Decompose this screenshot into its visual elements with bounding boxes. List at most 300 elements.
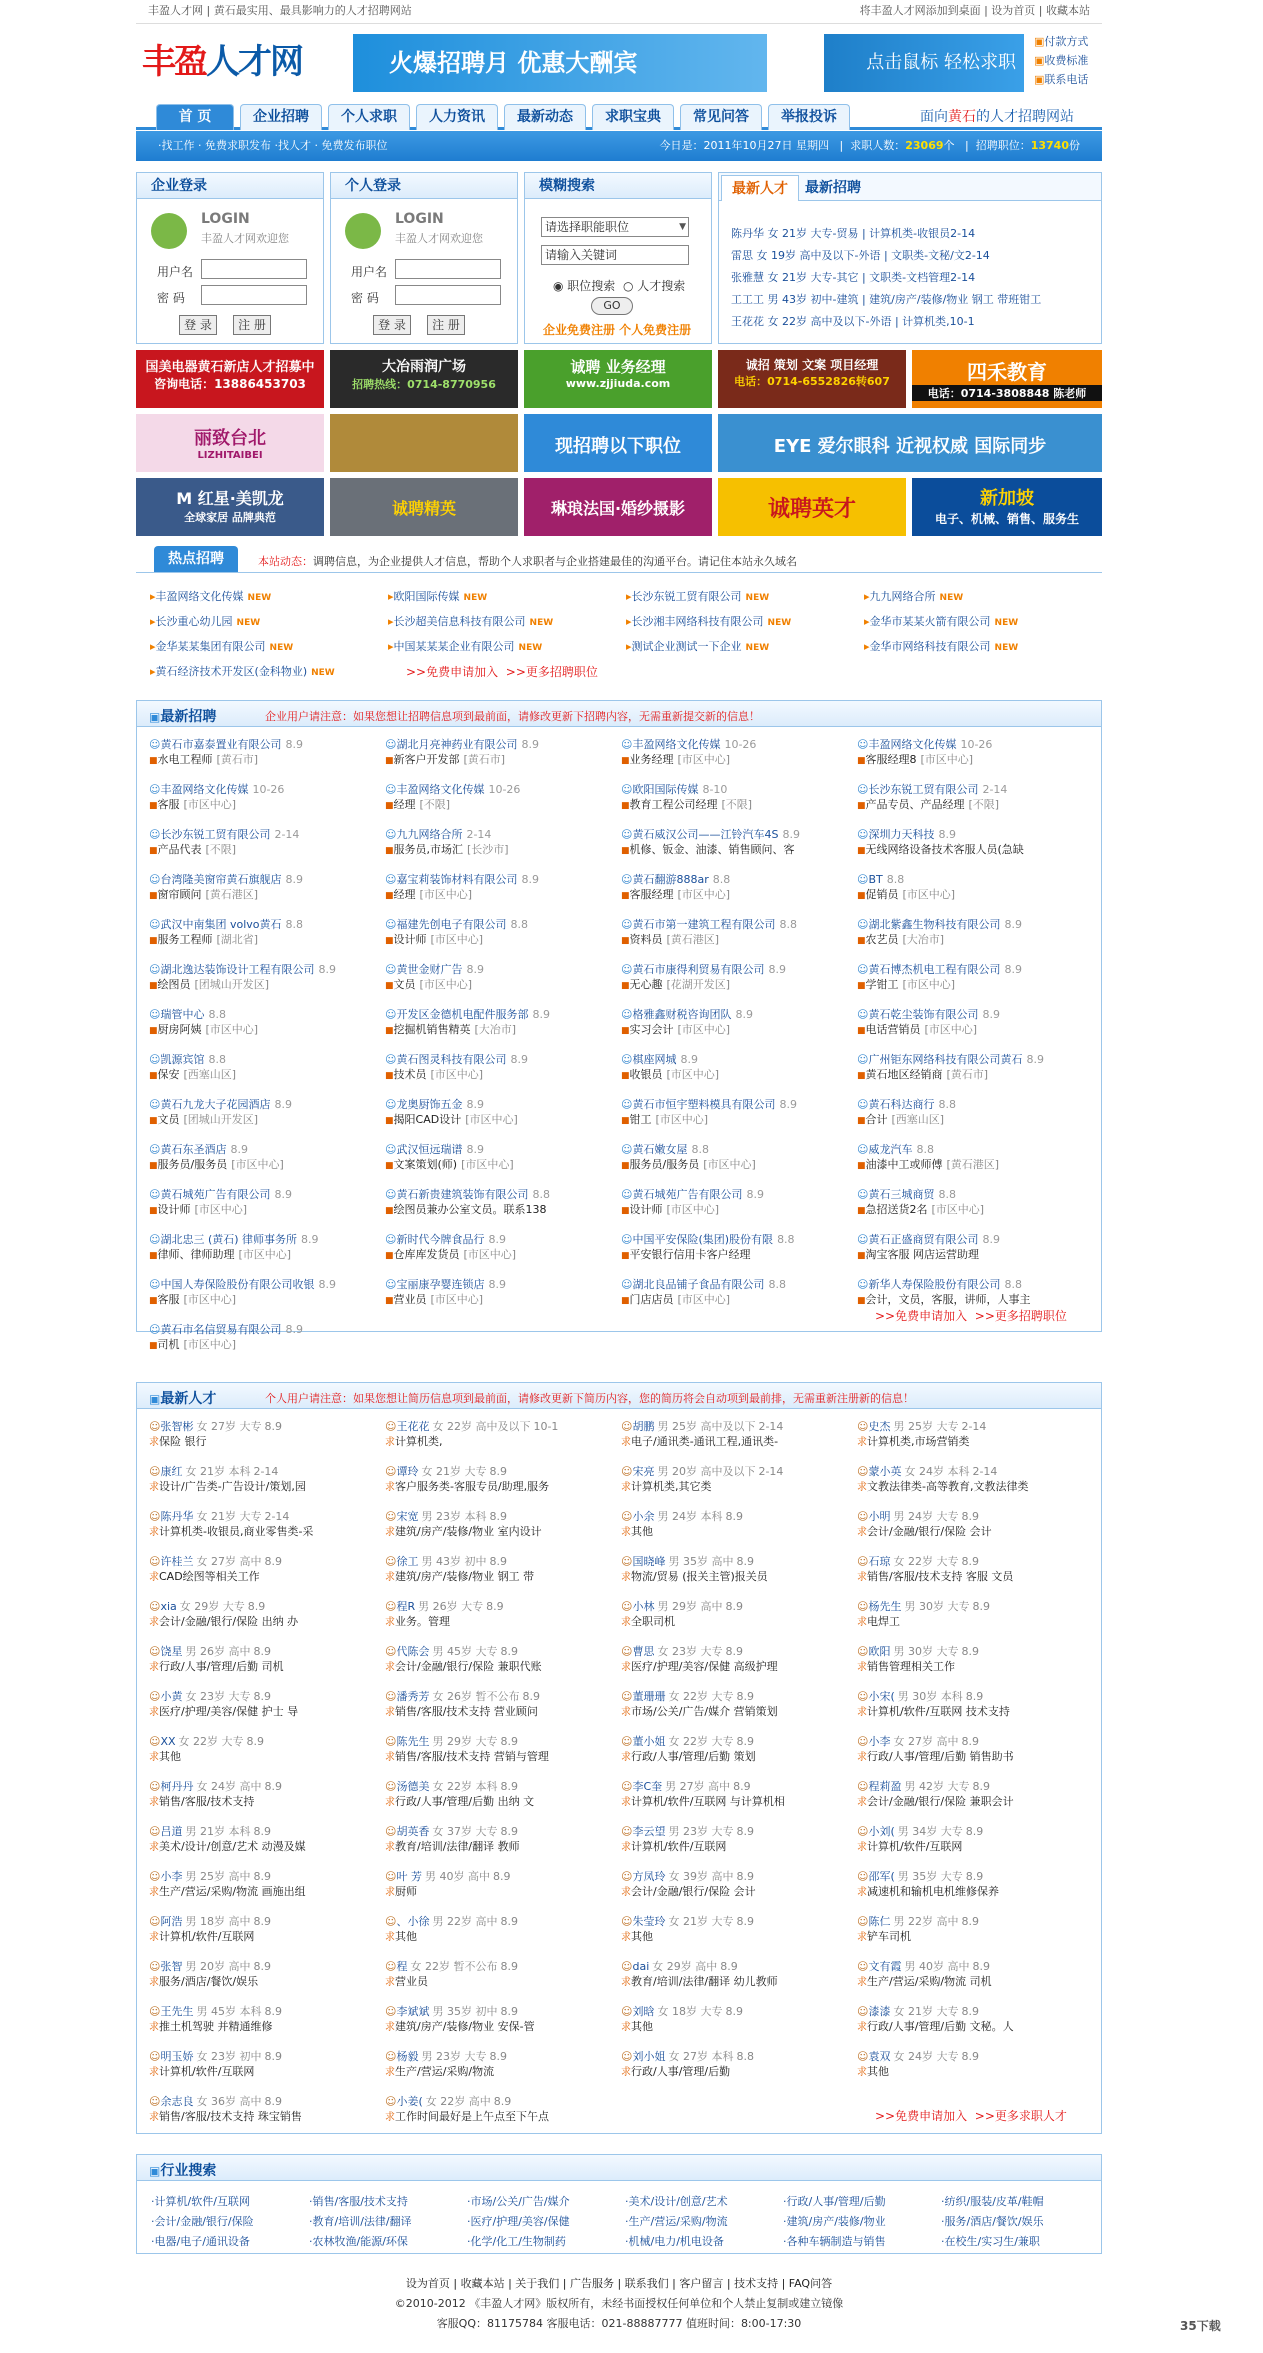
ad-banner[interactable]: 新加坡 电子、机械、销售、服务生 xyxy=(912,478,1102,536)
payment-link[interactable]: ▣ 付款方式 xyxy=(1034,32,1088,51)
talent-name-link[interactable]: ☺ 陈仁 xyxy=(857,1915,890,1928)
free-register-links[interactable]: 企业免费注册 个人免费注册 xyxy=(543,323,692,337)
job-title-link[interactable]: ■ 绘图员 xyxy=(149,978,191,991)
talent-entry[interactable] xyxy=(621,1599,743,1630)
talent-entry[interactable] xyxy=(385,1824,520,1855)
job-entry[interactable] xyxy=(385,1007,550,1039)
job-entry[interactable] xyxy=(385,872,539,904)
job-title-link[interactable]: ■ 无线网络设备技术客服人员(急缺 xyxy=(857,843,1024,856)
company-link[interactable]: ☺ 黄世金财广告 xyxy=(385,963,462,976)
company-link[interactable]: ☺ 丰盈网络文化传媒 xyxy=(621,738,720,751)
tab-job-seeking[interactable]: 个人求职 xyxy=(328,104,410,130)
hot-job-item[interactable]: ▸ 长沙东锐工贸有限公司 NEW xyxy=(626,588,769,604)
talent-entry[interactable] xyxy=(385,1509,542,1540)
company-link[interactable]: ☺ 黄石市第一建筑工程有限公司 xyxy=(621,918,775,931)
talent-entry[interactable] xyxy=(621,1644,778,1675)
hot-job-item[interactable]: ▸ 丰盈网络文化传媒 NEW xyxy=(150,588,271,604)
hot-job-item[interactable]: ▸ 长沙超美信息科技有限公司 NEW xyxy=(388,613,553,629)
ad-banner[interactable]: 诚聘 业务经理 www.zjjiuda.com xyxy=(524,350,712,408)
job-category-select[interactable]: 请选择职能职位 ▼ xyxy=(541,217,689,237)
talent-entry[interactable] xyxy=(149,1554,282,1585)
tab-latest-news[interactable]: 最新动态 xyxy=(504,104,586,130)
list-item[interactable]: 张雅慧 女 21岁 大专-其它 | 文职类-文档管理2-14 xyxy=(731,271,976,284)
talent-name-link[interactable]: ☺ 代陈会 xyxy=(385,1645,429,1658)
talent-name-link[interactable]: ☺ 康红 xyxy=(149,1465,182,1478)
industry-link[interactable]: · 市场/公关/广告/媒介 xyxy=(467,2193,570,2209)
talent-entry[interactable] xyxy=(385,1959,518,1990)
company-link[interactable]: ☺ 新华人寿保险股份有限公司 xyxy=(857,1278,1000,1291)
talent-entry[interactable] xyxy=(385,1464,549,1495)
company-link[interactable]: ☺ 台湾隆美窗帘黄石旗舰店 xyxy=(149,873,281,886)
job-entry[interactable] xyxy=(621,1097,797,1129)
talent-entry[interactable] xyxy=(857,1689,1010,1720)
talent-name-link[interactable]: ☺ 陈先生 xyxy=(385,1735,429,1748)
job-title-link[interactable]: ■ 无心趣 xyxy=(621,978,663,991)
talent-name-link[interactable]: ☺ 明玉娇 xyxy=(149,2050,193,2063)
job-title-link[interactable]: ■ 律师、律师助理 xyxy=(149,1248,235,1261)
talent-name-link[interactable]: ☺ 小刘( xyxy=(857,1825,895,1838)
talent-name-link[interactable]: ☺ 欧阳 xyxy=(857,1645,890,1658)
hot-job-item[interactable]: ▸ 欧阳国际传媒 NEW xyxy=(388,588,487,604)
talent-name-link[interactable]: ☺ 李C奎 xyxy=(621,1780,662,1793)
job-entry[interactable] xyxy=(149,827,299,859)
job-title-link[interactable]: ■ 淘宝客服 网店运营助理 xyxy=(857,1248,979,1261)
talent-name-link[interactable]: ☺ 小林 xyxy=(621,1600,654,1613)
talent-entry[interactable] xyxy=(621,2004,743,2035)
talent-entry[interactable] xyxy=(149,1959,271,1990)
job-title-link[interactable]: ■ 挖掘机销售精英 xyxy=(385,1023,471,1036)
job-entry[interactable] xyxy=(857,917,1022,949)
job-entry[interactable] xyxy=(857,782,1007,814)
company-link[interactable]: ☺ 黄石翻游888ar xyxy=(621,873,709,886)
job-entry[interactable] xyxy=(385,1052,528,1084)
company-link[interactable]: ☺ 棋座网城 xyxy=(621,1053,676,1066)
job-title-link[interactable]: ■ 文员 xyxy=(149,1113,180,1126)
job-entry[interactable] xyxy=(857,1097,956,1129)
talent-entry[interactable] xyxy=(857,1824,983,1855)
company-link[interactable]: ☺ 开发区金德机电配件服务部 xyxy=(385,1008,528,1021)
job-title-link[interactable]: ■ 设计师 xyxy=(385,933,427,946)
promo-banner[interactable]: 火爆招聘月 优惠大酬宾 xyxy=(353,34,767,92)
talent-entry[interactable] xyxy=(621,1419,783,1450)
job-title-link[interactable]: ■ 设计师 xyxy=(621,1203,663,1216)
hot-job-item[interactable]: ▸ 金华市某某火箭有限公司 NEW xyxy=(864,613,1018,629)
personal-username-input[interactable] xyxy=(395,259,501,279)
talent-name-link[interactable]: ☺ 董小姐 xyxy=(621,1735,665,1748)
top-links[interactable]: 将丰盈人才网添加到桌面 | 设为首页 | 收藏本站 xyxy=(859,4,1090,17)
job-title-link[interactable]: ■ 油漆中工或师傅 xyxy=(857,1158,943,1171)
ad-banner[interactable]: 大冶雨润广场 招聘热线：0714-8770956 xyxy=(330,350,518,408)
pricing-link[interactable]: ▣ 收费标准 xyxy=(1034,51,1088,70)
ad-banner[interactable]: 琳琅法国·婚纱摄影 xyxy=(524,478,712,536)
talent-entry[interactable] xyxy=(385,1869,510,1900)
job-entry[interactable] xyxy=(149,1322,303,1354)
talent-entry[interactable] xyxy=(149,1644,284,1675)
job-entry[interactable] xyxy=(385,782,520,814)
hot-job-item[interactable]: ▸ 长沙重心幼儿园 NEW xyxy=(150,613,260,629)
talent-entry[interactable] xyxy=(857,1959,992,1990)
talent-entry[interactable] xyxy=(149,2004,282,2035)
talent-name-link[interactable]: ☺ 小姜( xyxy=(385,2095,423,2108)
company-link[interactable]: ☺ 黄石市康得利贸易有限公司 xyxy=(621,963,764,976)
job-title-link[interactable]: ■ 促销员 xyxy=(857,888,899,901)
hot-job-item[interactable]: ▸ 黄石经济技术开发区(金科物业) NEW xyxy=(150,663,335,679)
talent-entry[interactable] xyxy=(385,2094,549,2125)
job-title-link[interactable]: ■ 经理 xyxy=(385,798,416,811)
company-link[interactable]: ☺ 湖北逸达装饰设计工程有限公司 xyxy=(149,963,314,976)
company-link[interactable]: ☺ 福建先创电子有限公司 xyxy=(385,918,506,931)
job-title-link[interactable]: ■ 电话营销员 xyxy=(857,1023,921,1036)
job-title-link[interactable]: ■ 窗帘顾问 xyxy=(149,888,202,901)
list-item[interactable]: 王花花 女 22岁 高中及以下-外语 | 计算机类,10-1 xyxy=(731,315,975,328)
job-entry[interactable] xyxy=(857,1232,1000,1264)
job-title-link[interactable]: ■ 服务员/服务员 xyxy=(149,1158,227,1171)
employer-username-input[interactable] xyxy=(201,259,307,279)
talent-entry[interactable] xyxy=(621,1464,783,1495)
company-link[interactable]: ☺ 凯源宾馆 xyxy=(149,1053,204,1066)
job-entry[interactable] xyxy=(149,1052,236,1084)
industry-link[interactable]: · 行政/人事/管理/后勤 xyxy=(783,2193,886,2209)
talent-entry[interactable] xyxy=(385,2004,535,2035)
hot-more-links[interactable]: >>免费申请加入 >>更多招聘职位 xyxy=(406,665,598,679)
hot-job-item[interactable]: ▸ 中国某某某企业有限公司 NEW xyxy=(388,638,542,654)
company-link[interactable]: ☺ 丰盈网络文化传媒 xyxy=(149,783,248,796)
talent-name-link[interactable]: ☺ 陈丹华 xyxy=(149,1510,193,1523)
job-entry[interactable] xyxy=(149,782,284,814)
quick-links[interactable]: ·找工作 · 免费求职发布 ·找人才 · 免费发布职位 xyxy=(158,139,388,152)
ad-banner[interactable]: 诚聘英才 xyxy=(718,478,906,536)
go-button[interactable]: GO xyxy=(591,297,633,315)
job-entry[interactable] xyxy=(385,737,539,769)
talent-entry[interactable] xyxy=(857,2004,1014,2035)
talent-entry[interactable] xyxy=(621,1689,778,1720)
company-link[interactable]: ☺ 深圳力天科技 xyxy=(857,828,934,841)
talent-name-link[interactable]: ☺ 、小徐 xyxy=(385,1915,429,1928)
job-entry[interactable] xyxy=(621,1277,786,1309)
job-entry[interactable] xyxy=(621,1007,753,1039)
job-entry[interactable] xyxy=(149,1187,292,1219)
talent-entry[interactable] xyxy=(857,1869,999,1900)
talent-entry[interactable] xyxy=(385,1554,534,1585)
talent-entry[interactable] xyxy=(149,1914,271,1945)
hot-job-item[interactable]: ▸ 长沙湘丰网络科技有限公司 NEW xyxy=(626,613,791,629)
talent-name-link[interactable]: ☺ 小李 xyxy=(857,1735,890,1748)
hot-job-item[interactable]: ▸ 金华市网络科技有限公司 NEW xyxy=(864,638,1018,654)
job-entry[interactable] xyxy=(149,1142,284,1174)
company-link[interactable]: ☺ 黄石市恒宇塑料模具有限公司 xyxy=(621,1098,775,1111)
talent-name-link[interactable]: ☺ 程 xyxy=(385,1960,407,1973)
company-link[interactable]: ☺ BT xyxy=(857,873,883,886)
job-title-link[interactable]: ■ 文员 xyxy=(385,978,416,991)
talent-entry[interactable] xyxy=(385,1914,518,1945)
tab-latest-jobs[interactable]: 最新招聘 xyxy=(805,180,861,196)
job-title-link[interactable]: ■ 客服 xyxy=(149,1293,180,1306)
talent-name-link[interactable]: ☺ 刘晗 xyxy=(621,2005,654,2018)
talent-name-link[interactable]: ☺ 饶星 xyxy=(149,1645,182,1658)
talent-name-link[interactable]: ☺ 汤德美 xyxy=(385,1780,429,1793)
site-logo[interactable]: 丰盈人才网 xyxy=(142,42,302,82)
talent-entry[interactable] xyxy=(621,1869,756,1900)
talent-name-link[interactable]: ☺ 叶 芳 xyxy=(385,1870,422,1883)
tab-home[interactable]: 首 页 xyxy=(156,104,234,130)
talent-name-link[interactable]: ☺ 张智 xyxy=(149,1960,182,1973)
job-entry[interactable] xyxy=(857,1187,984,1219)
tab-faq[interactable]: 常见问答 xyxy=(680,104,762,130)
talent-name-link[interactable]: ☺ 谭玲 xyxy=(385,1465,418,1478)
talent-entry[interactable] xyxy=(149,1824,306,1855)
talent-entry[interactable] xyxy=(857,2049,979,2080)
company-link[interactable]: ☺ 新时代今牌食品行 xyxy=(385,1233,484,1246)
tab-employer-jobs[interactable]: 企业招聘 xyxy=(240,104,322,130)
tab-job-guide[interactable]: 求职宝典 xyxy=(592,104,674,130)
job-title-link[interactable]: ■ 司机 xyxy=(149,1338,180,1351)
company-link[interactable]: ☺ 黄石威汉公司——江铃汽车4S xyxy=(621,828,778,841)
ad-banner[interactable]: M 红星·美凯龙 全球家居 品牌典范 xyxy=(136,478,324,536)
talent-entry[interactable] xyxy=(385,1689,540,1720)
industry-link[interactable]: · 纺织/服装/皮革/鞋帽 xyxy=(941,2193,1044,2209)
job-title-link[interactable]: ■ 绘图员兼办公室文员。联系138 xyxy=(385,1203,547,1216)
talent-entry[interactable] xyxy=(385,1599,504,1630)
talent-name-link[interactable]: ☺ 程R xyxy=(385,1600,415,1613)
company-link[interactable]: ☺ 黄石乾尘装饰有限公司 xyxy=(857,1008,978,1021)
hot-job-item[interactable]: ▸ 金华某某集团有限公司 NEW xyxy=(150,638,293,654)
job-entry[interactable] xyxy=(149,962,336,994)
talent-name-link[interactable]: ☺ 方凤玲 xyxy=(621,1870,665,1883)
talent-name-link[interactable]: ☺ 程莉盈 xyxy=(857,1780,901,1793)
company-link[interactable]: ☺ 长沙东锐工贸有限公司 xyxy=(857,783,978,796)
talent-entry[interactable] xyxy=(385,1779,534,1810)
search-type-radios[interactable]: ◉ 职位搜索 ○ 人才搜索 xyxy=(553,279,686,293)
company-link[interactable]: ☺ 湖北良品铺子食品有限公司 xyxy=(621,1278,764,1291)
job-title-link[interactable]: ■ 厨房阿姨 xyxy=(149,1023,202,1036)
job-entry[interactable] xyxy=(857,827,1028,859)
employer-login-button[interactable]: 登 录 xyxy=(179,315,217,335)
job-title-link[interactable]: ■ 揭阳CAD设计 xyxy=(385,1113,461,1126)
job-title-link[interactable]: ■ 实习会计 xyxy=(621,1023,674,1036)
company-link[interactable]: ☺ 长沙东锐工贸有限公司 xyxy=(149,828,270,841)
job-entry[interactable] xyxy=(857,1007,1000,1039)
hot-job-item[interactable]: ▸ 九九网络合所 NEW xyxy=(864,588,963,604)
company-link[interactable]: ☺ 黄石市嘉泰置业有限公司 xyxy=(149,738,281,751)
industry-link[interactable]: · 销售/客服/技术支持 xyxy=(309,2193,408,2209)
ad-banner[interactable]: 诚招 策划 文案 项目经理 电话：0714-6552826转607 xyxy=(718,350,906,408)
talent-name-link[interactable]: ☺ 小黄 xyxy=(149,1690,182,1703)
job-title-link[interactable]: ■ 保安 xyxy=(149,1068,180,1081)
talent-entry[interactable] xyxy=(621,1509,743,1540)
job-entry[interactable] xyxy=(621,827,800,859)
job-entry[interactable] xyxy=(149,737,303,769)
company-link[interactable]: ☺ 黄石市名信贸易有限公司 xyxy=(149,1323,281,1336)
industry-link[interactable]: · 在校生/实习生/兼职 xyxy=(941,2233,1040,2249)
job-entry[interactable] xyxy=(385,917,528,949)
job-entry[interactable] xyxy=(857,872,955,904)
company-link[interactable]: ☺ 黄石东圣酒店 xyxy=(149,1143,226,1156)
company-link[interactable]: ☺ 中国平安保险(集团)股份有限 xyxy=(621,1233,773,1246)
talent-name-link[interactable]: ☺ 小明 xyxy=(857,1510,890,1523)
talent-entry[interactable] xyxy=(149,1464,306,1495)
talent-entry[interactable] xyxy=(385,1734,549,1765)
company-link[interactable]: ☺ 宝丽康孕婴连锁店 xyxy=(385,1278,484,1291)
talent-name-link[interactable]: ☺ 刘小姐 xyxy=(621,2050,665,2063)
job-title-link[interactable]: ■ 急招送货2名 xyxy=(857,1203,928,1216)
list-item[interactable]: 陈丹华 女 21岁 大专-贸易 | 计算机类-收银员2-14 xyxy=(731,227,976,240)
employer-password-input[interactable] xyxy=(201,285,307,305)
company-link[interactable]: ☺ 黄石三城商贸 xyxy=(857,1188,934,1201)
footer-links[interactable]: 设为首页 | 收藏本站 | 关于我们 | 广告服务 | 联系我们 | 客户留言 | 技术支持 | FAQ问答 xyxy=(405,2277,833,2290)
company-link[interactable]: ☺ 湖北忠三 (黄石) 律师事务所 xyxy=(149,1233,297,1246)
job-entry[interactable] xyxy=(385,1097,518,1129)
job-entry[interactable] xyxy=(621,782,752,814)
industry-link[interactable]: · 建筑/房产/装修/物业 xyxy=(783,2213,886,2229)
company-link[interactable]: ☺ 黄石嫩女屋 xyxy=(621,1143,687,1156)
talent-name-link[interactable]: ☺ 吕道 xyxy=(149,1825,182,1838)
talent-entry[interactable] xyxy=(857,1914,979,1945)
job-entry[interactable] xyxy=(385,1142,514,1174)
job-title-link[interactable]: ■ 产品专员、产品经理 xyxy=(857,798,965,811)
company-link[interactable]: ☺ 威龙汽车 xyxy=(857,1143,912,1156)
job-title-link[interactable]: ■ 平安银行信用卡客户经理 xyxy=(621,1248,751,1261)
job-title-link[interactable]: ■ 营业员 xyxy=(385,1293,427,1306)
talent-entry[interactable] xyxy=(149,1419,282,1450)
talent-entry[interactable] xyxy=(857,1464,1028,1495)
talent-name-link[interactable]: ☺ 柯丹丹 xyxy=(149,1780,193,1793)
industry-link[interactable]: · 各种车辆制造与销售 xyxy=(783,2233,886,2249)
company-link[interactable]: ☺ 黄石城苑广告有限公司 xyxy=(621,1188,742,1201)
job-title-link[interactable]: ■ 业务经理 xyxy=(621,753,674,766)
tab-report[interactable]: 举报投诉 xyxy=(768,104,850,130)
company-link[interactable]: ☺ 武汉恒远瑞谱 xyxy=(385,1143,462,1156)
talent-name-link[interactable]: ☺ 朱莹玲 xyxy=(621,1915,665,1928)
job-title-link[interactable]: ■ 门店店员 xyxy=(621,1293,674,1306)
job-title-link[interactable]: ■ 产品代表 xyxy=(149,843,202,856)
talent-name-link[interactable]: ☺ 杨先生 xyxy=(857,1600,901,1613)
company-link[interactable]: ☺ 武汉中南集团 volvo黄石 xyxy=(149,918,282,931)
job-title-link[interactable]: ■ 技术员 xyxy=(385,1068,427,1081)
hot-job-item[interactable]: ▸ 测试企业测试一下企业 NEW xyxy=(626,638,769,654)
job-entry[interactable] xyxy=(149,1277,336,1309)
job-title-link[interactable]: ■ 新客户开发部 xyxy=(385,753,460,766)
industry-link[interactable]: · 计算机/软件/互联网 xyxy=(151,2193,250,2209)
talent-name-link[interactable]: ☺ 胡鹏 xyxy=(621,1420,654,1433)
talent-entry[interactable] xyxy=(621,1734,756,1765)
job-entry[interactable] xyxy=(149,1007,258,1039)
employer-register-button[interactable]: 注 册 xyxy=(233,315,271,335)
talent-name-link[interactable]: ☺ 王先生 xyxy=(149,2005,193,2018)
talent-entry[interactable] xyxy=(149,1734,264,1765)
talent-name-link[interactable]: ☺ 张智彬 xyxy=(149,1420,193,1433)
ad-banner[interactable]: EYE 爱尔眼科 近视权威 国际同步 xyxy=(718,414,1102,472)
talent-name-link[interactable]: ☺ 国晓峰 xyxy=(621,1555,665,1568)
talent-entry[interactable] xyxy=(621,1824,754,1855)
ad-banner[interactable]: 诚聘精英 xyxy=(330,478,518,536)
talent-entry[interactable] xyxy=(621,1959,778,1990)
talent-name-link[interactable]: ☺ 宋亮 xyxy=(621,1465,654,1478)
job-entry[interactable] xyxy=(621,962,786,994)
industry-link[interactable]: · 医疗/护理/美容/保健 xyxy=(467,2213,570,2229)
job-entry[interactable] xyxy=(857,962,1022,994)
talent-entry[interactable] xyxy=(857,1419,986,1450)
company-link[interactable]: ☺ 格雅鑫财税咨询团队 xyxy=(621,1008,731,1021)
job-title-link[interactable]: ■ 文案策划(师) xyxy=(385,1158,457,1171)
job-title-link[interactable]: ■ 仓库库发货员 xyxy=(385,1248,460,1261)
job-title-link[interactable]: ■ 设计师 xyxy=(149,1203,191,1216)
company-link[interactable]: ☺ 黄石科达商行 xyxy=(857,1098,934,1111)
job-title-link[interactable]: ■ 黄石地区经销商 xyxy=(857,1068,943,1081)
talent-name-link[interactable]: ☺ 小宋( xyxy=(857,1690,895,1703)
job-title-link[interactable]: ■ 资料员 xyxy=(621,933,663,946)
job-title-link[interactable]: ■ 客服经理 xyxy=(621,888,674,901)
talent-name-link[interactable]: ☺ 李云望 xyxy=(621,1825,665,1838)
company-link[interactable]: ☺ 黄石正盛商贸有限公司 xyxy=(857,1233,978,1246)
job-entry[interactable] xyxy=(385,1232,516,1264)
job-entry[interactable] xyxy=(621,1052,719,1084)
job-title-link[interactable]: ■ 客服 xyxy=(149,798,180,811)
talent-entry[interactable] xyxy=(385,2049,507,2080)
industry-link[interactable]: · 教育/培训/法律/翻译 xyxy=(309,2213,412,2229)
job-entry[interactable] xyxy=(621,872,730,904)
talent-entry[interactable] xyxy=(149,2094,302,2125)
ad-banner[interactable]: 丽致台北 LIZHITAIBEI xyxy=(136,414,324,472)
talent-name-link[interactable]: ☺ 石琼 xyxy=(857,1555,890,1568)
talent-name-link[interactable]: ☺ 余志良 xyxy=(149,2095,193,2108)
job-entry[interactable] xyxy=(385,1277,506,1309)
industry-link[interactable]: · 电器/电子/通讯设备 xyxy=(151,2233,250,2249)
job-entry[interactable] xyxy=(149,917,303,949)
talent-name-link[interactable]: ☺ 许桂兰 xyxy=(149,1555,193,1568)
talent-name-link[interactable]: ☺ 宋宽 xyxy=(385,1510,418,1523)
talents-more-links[interactable]: >>免费申请加入 >>更多求职人才 xyxy=(875,2109,1067,2123)
talent-entry[interactable] xyxy=(857,1599,990,1630)
company-link[interactable]: ☺ 湖北月亮神药业有限公司 xyxy=(385,738,517,751)
ad-banner[interactable] xyxy=(330,414,518,472)
keyword-input[interactable]: 请输入关键词 xyxy=(541,245,689,265)
company-link[interactable]: ☺ 瑞管中心 xyxy=(149,1008,204,1021)
job-entry[interactable] xyxy=(857,737,992,769)
job-entry[interactable] xyxy=(857,1277,1035,1309)
company-link[interactable]: ☺ 嘉宝莉装饰材料有限公司 xyxy=(385,873,517,886)
contact-link[interactable]: ▣ 联系电话 xyxy=(1034,70,1088,89)
job-entry[interactable] xyxy=(621,1142,756,1174)
job-title-link[interactable]: ■ 农艺员 xyxy=(857,933,899,946)
industry-link[interactable]: · 农林牧渔/能源/环保 xyxy=(309,2233,408,2249)
talent-name-link[interactable]: ☺ 李斌斌 xyxy=(385,2005,429,2018)
job-title-link[interactable]: ■ 水电工程师 xyxy=(149,753,213,766)
company-link[interactable]: ☺ 丰盈网络文化传媒 xyxy=(857,738,956,751)
talent-entry[interactable] xyxy=(621,2049,754,2080)
ad-banner[interactable]: 四禾教育 电话：0714-3808848 陈老师 xyxy=(912,350,1102,408)
job-entry[interactable] xyxy=(385,827,509,859)
talent-name-link[interactable]: ☺ 胡英香 xyxy=(385,1825,429,1838)
talent-name-link[interactable]: ☺ 小余 xyxy=(621,1510,654,1523)
company-link[interactable]: ☺ 黄石九龙大子花园酒店 xyxy=(149,1098,270,1111)
job-title-link[interactable]: ■ 服务工程师 xyxy=(149,933,213,946)
talent-name-link[interactable]: ☺ 阿浩 xyxy=(149,1915,182,1928)
job-title-link[interactable]: ■ 经理 xyxy=(385,888,416,901)
talent-name-link[interactable]: ☺ 文有霞 xyxy=(857,1960,901,1973)
talent-name-link[interactable]: ☺ xia xyxy=(149,1600,177,1613)
talent-entry[interactable] xyxy=(149,1689,298,1720)
talent-name-link[interactable]: ☺ 小李 xyxy=(149,1870,182,1883)
jobs-more-links[interactable]: >>免费申请加入 >>更多招聘职位 xyxy=(875,1309,1067,1323)
company-link[interactable]: ☺ 龙奥厨饰五金 xyxy=(385,1098,462,1111)
job-title-link[interactable]: ■ 会计，文员，客服，讲师，人事主 xyxy=(857,1293,1031,1306)
company-link[interactable]: ☺ 黄石新贵建筑装饰有限公司 xyxy=(385,1188,528,1201)
job-entry[interactable] xyxy=(621,1187,764,1219)
job-entry[interactable] xyxy=(621,917,797,949)
job-entry[interactable] xyxy=(857,1052,1044,1084)
tab-hr-news[interactable]: 人力资讯 xyxy=(416,104,498,130)
talent-entry[interactable] xyxy=(149,1779,282,1810)
